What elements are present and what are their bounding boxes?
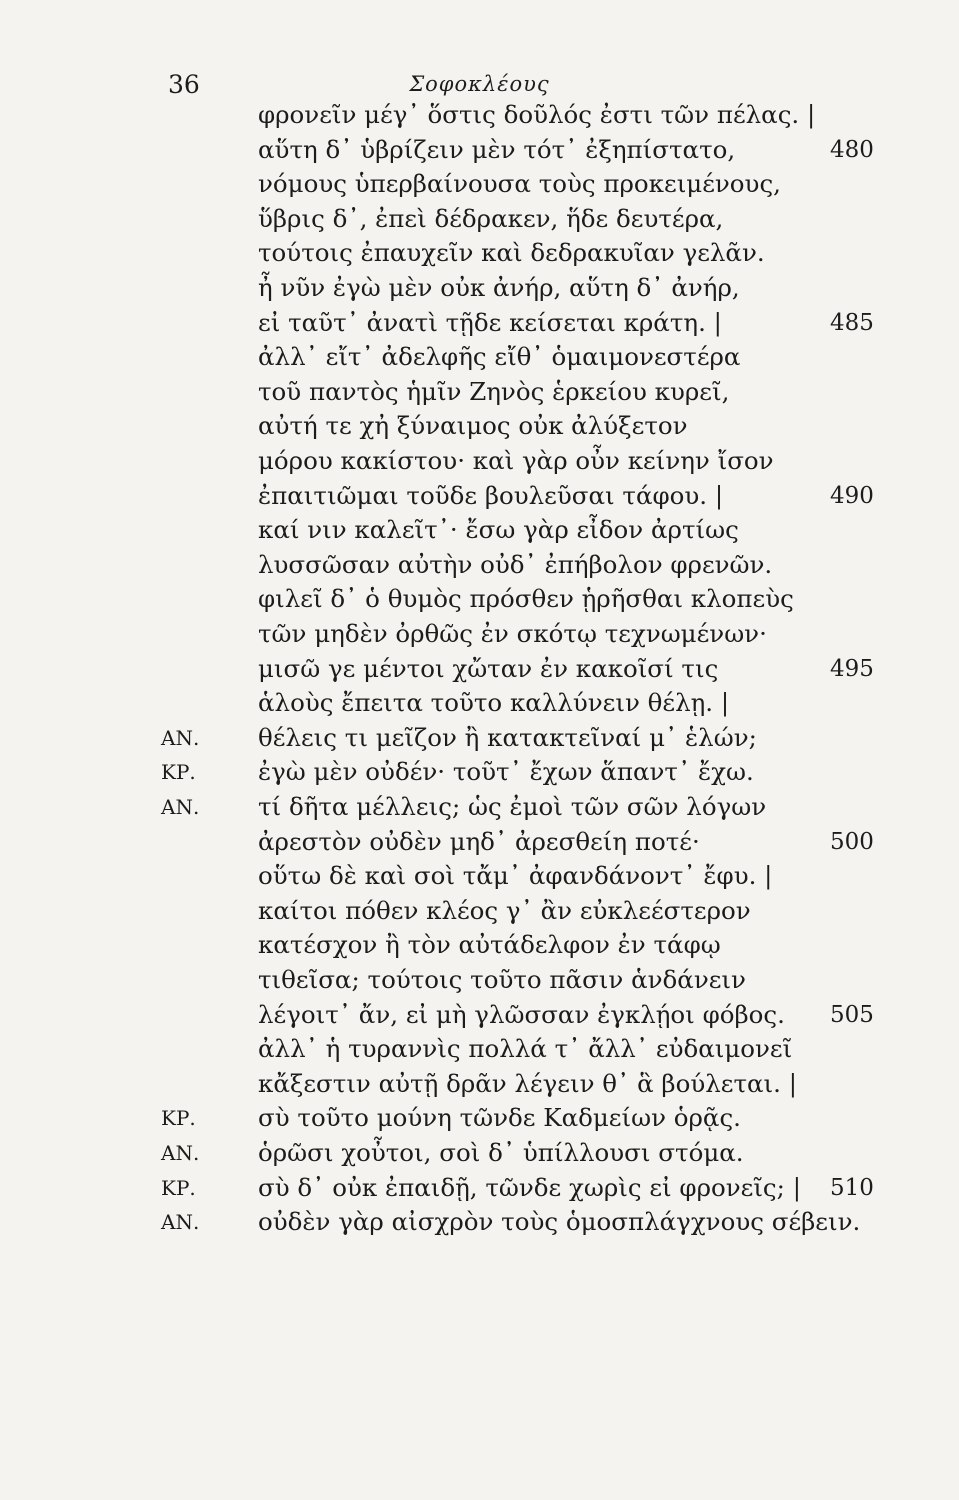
verse-line [0,1207,959,1243]
verse-text: νόμους ὑπερβαίνουσα τοὺς προκειμένους, [258,169,781,199]
speaker-label: ΚΡ. [161,1175,196,1200]
verse-line [0,273,959,309]
verse-text: καί νιν καλεῖτ᾽· ἔσω γὰρ εἶδον ἀρτίως [258,515,739,545]
verse-line [0,827,959,863]
speaker-label: ΑΝ. [161,1210,200,1235]
verse-text: εἰ ταῦτ᾽ ἀνατὶ τῇδε κείσεται κράτη. | [258,307,722,337]
verse-text: καίτοι πόθεν κλέος γ᾽ ἂν εὐκλεέστερον [258,895,751,925]
verse-text: οὕτω δὲ καὶ σοὶ τἄμ᾽ ἀφανδάνοντ᾽ ἔφυ. | [258,861,773,891]
verse-text: φιλεῖ δ᾽ ὁ θυμὸς πρόσθεν ᾑρῆσθαι κλοπεὺς [258,584,794,614]
verse-line [0,930,959,966]
running-title: Σοφοκλέους [409,72,550,96]
verse-line [0,169,959,205]
verse-text: τί δῆτα μέλλεις; ὡς ἐμοὶ τῶν σῶν λόγων [258,792,767,821]
verse-text: σὺ δ᾽ οὐκ ἐπαιδῇ, τῶνδε χωρὶς εἰ φρονεῖς; | [258,1172,801,1202]
speaker-label: ΑΝ. [161,1141,200,1165]
verse-line [0,411,959,447]
verse-text: κατέσχον ἢ τὸν αὐτάδελφον ἐν τάφῳ [258,930,721,960]
verse-line [0,308,959,344]
verse-line [0,135,959,171]
verse-text: αὕτη δ᾽ ὑβρίζειν μὲν τότ᾽ ἐξηπίστατο, [258,134,736,164]
verse-text: ἐγὼ μὲν οὐδέν· τοῦτ᾽ ἔχων ἅπαντ᾽ ἔχω. [258,757,754,787]
verse-text: τῶν μηδὲν ὀρθῶς ἐν σκότῳ τεχνωμένων· [258,619,767,648]
verse-text: μισῶ γε μέντοι χὤταν ἐν κακοῖσί τις [258,653,719,683]
verse-line [0,757,959,793]
verse-line [0,550,959,586]
verse-line [0,204,959,240]
verse-line [0,723,959,759]
verse-text: λέγοιτ᾽ ἄν, εἰ μὴ γλῶσσαν ἐγκλῄοι φόβος. [258,999,785,1029]
speaker-label: ΑΝ. [161,795,200,819]
verse-text: ὁρῶσι χοὖτοι, σοὶ δ᾽ ὑπίλλουσι στόμα. [258,1138,744,1167]
verse-text: ἁλοὺς ἔπειτα τοῦτο καλλύνειν θέλῃ. | [258,688,730,718]
verse-text: σὺ τοῦτο μούνη τῶνδε Καδμείων ὁρᾷς. [258,1103,741,1133]
verse-text: τοῦ παντὸς ἡμῖν Ζηνὸς ἑρκείου κυρεῖ, [258,376,730,406]
speaker-label: ΚΡ. [161,1106,196,1131]
line-number: 500 [830,828,874,855]
verse-text: μόρου κακίστου· καὶ γὰρ οὖν κείνην ἴσον [258,446,774,475]
verse-line [0,1069,959,1105]
verse-text: οὐδὲν γὰρ αἰσχρὸν τοὺς ὁμοσπλάγχνους σέβειν. [258,1207,861,1237]
verse-line [0,515,959,551]
verse-line [0,792,959,828]
verse-line [0,377,959,413]
verse-line [0,654,959,690]
verse-text: τούτοις ἐπαυχεῖν καὶ δεδρακυῖαν γελᾶν. [258,238,765,268]
line-number: 510 [830,1174,874,1201]
verse-text: κἄξεστιν αὐτῇ δρᾶν λέγειν θ᾽ ἃ βούλεται. | [258,1068,797,1098]
verse-text: ἀλλ᾽ ἡ τυραννὶς πολλά τ᾽ ἄλλ᾽ εὐδαιμονεῖ [258,1034,793,1064]
verse-text: τιθεῖσα; τούτοις τοῦτο πᾶσιν ἁνδάνειν [258,965,746,994]
verse-text: λυσσῶσαν αὐτὴν οὐδ᾽ ἐπήβολον φρενῶν. [258,549,773,579]
verse-line [0,1034,959,1070]
speaker-label: ΑΝ. [161,725,200,750]
verse-line [0,342,959,378]
verse-line [0,619,959,655]
verse-text: ὕβρις δ᾽, ἐπεὶ δέδρακεν, ἥδε δευτέρα, [258,203,724,233]
verse-text: ἐπαιτιῶμαι τοῦδε βουλεῦσαι τάφου. | [258,480,724,510]
verse-line [0,1173,959,1209]
verse-line [0,584,959,620]
line-number: 490 [830,482,874,509]
speaker-label: ΚΡ. [161,760,196,785]
verse-line [0,896,959,932]
verse-text: θέλεις τι μεῖζον ἢ κατακτεῖναί μ᾽ ἑλών; [258,722,757,752]
verse-text: αὐτή τε χἠ ξύναιμος οὐκ ἀλύξετον [258,411,688,441]
line-number: 485 [830,309,874,336]
verse-line [0,1000,959,1036]
verse-text: ἀρεστὸν οὐδὲν μηδ᾽ ἀρεσθείη ποτέ· [258,826,700,856]
verse-line [0,446,959,482]
verse-line [0,481,959,517]
verse-text: ἦ νῦν ἐγὼ μὲν οὐκ ἀνήρ, αὕτη δ᾽ ἀνήρ, [258,273,740,302]
page-number: 36 [168,70,200,99]
verse-line [0,688,959,724]
verse-line [0,861,959,897]
verse-line [0,100,959,136]
verse-line [0,238,959,274]
verse-text: ἀλλ᾽ εἴτ᾽ ἀδελφῆς εἴθ᾽ ὁμαιμονεστέρα [258,342,741,372]
verse-line [0,1138,959,1174]
line-number: 480 [830,136,874,163]
verse-line [0,1103,959,1139]
verse-line [0,965,959,1001]
line-number: 495 [830,655,874,682]
line-number: 505 [830,1001,874,1028]
verse-text: φρονεῖν μέγ᾽ ὅστις δοῦλός ἐστι τῶν πέλας. | [258,100,816,129]
